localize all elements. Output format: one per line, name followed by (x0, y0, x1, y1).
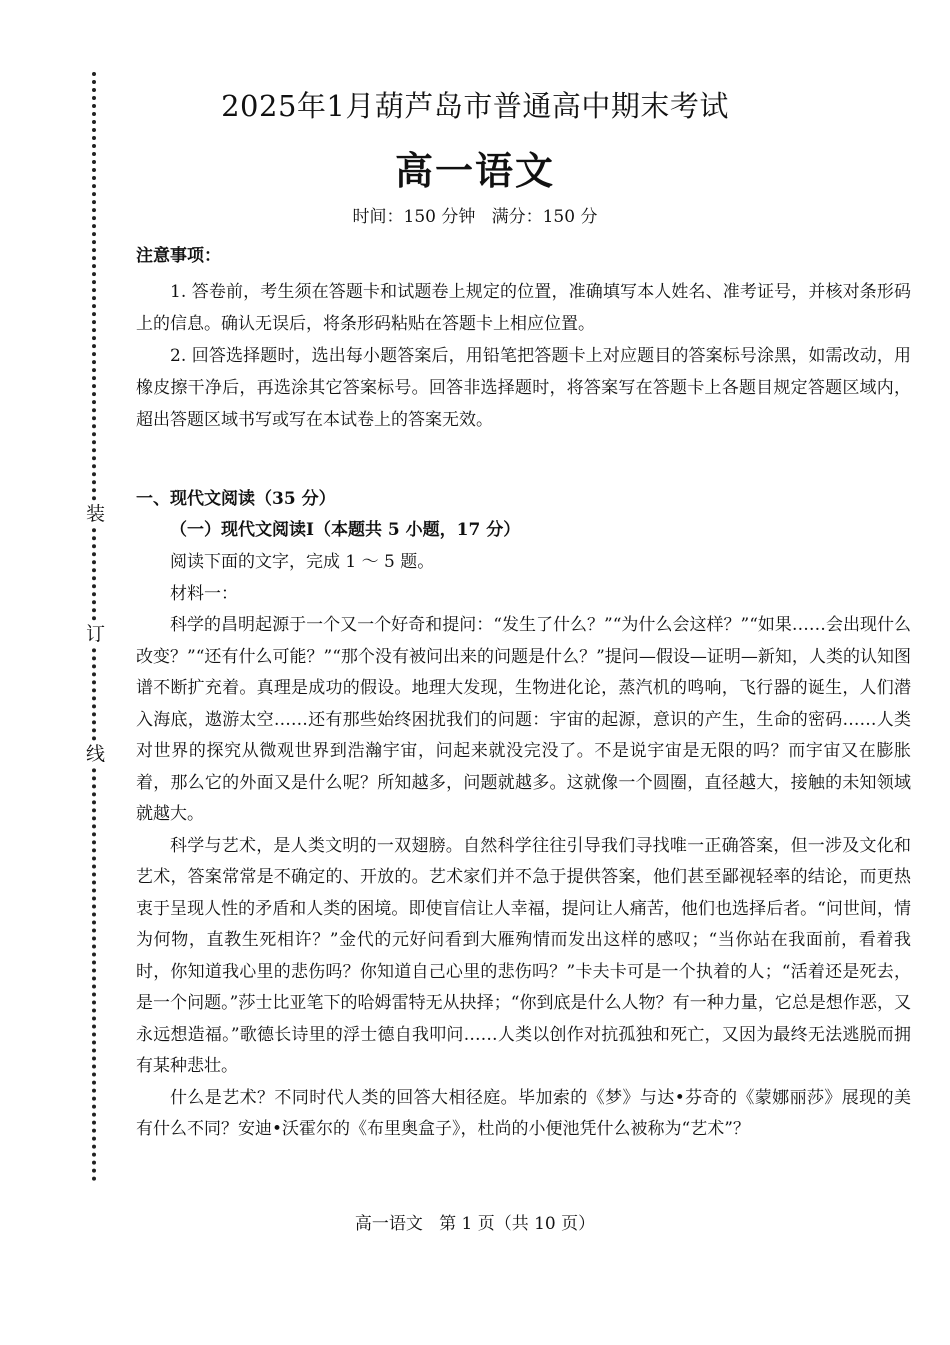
binding-char-ding: 订 (86, 623, 106, 645)
binding-char-zhuang: 装 (86, 503, 106, 525)
subject-title: 高一语文 (394, 148, 555, 193)
page-footer: 高一语文 第 1 页（共 10 页） (354, 1214, 596, 1234)
passage-paragraph-2: 科学与艺术，是人类文明的一双翅膀。自然科学往往引导我们寻找唯一正确答案，但一涉及文化和艺术，答案常常是不确定的、开放的。艺术家们并不急于提供答案，他们甚至鄙视轻率的结论，而更热衷于呈现人性的矛盾和人类的困境。即使盲信让人幸福，提问让人痛苦，他们也选择后者。“问世间，情为何物，直教生死相许？”金代的元好问看到大雁殉情而发出这样的感叹；“当你站在我面前，看着我时，你知道我心里的悲伤吗？你知道自己心里的悲伤吗？”卡夫卡可是一个执着的人；“活着还是死去，是一个问题。”莎士比亚笔下的哈姆雷特无从抉择；“你到底是什么人物？有一种力量，它总是想作恶，又永远想造福。”歌德长诗里的浮士德自我叩问……人类以创作对抗孤独和死亡，又因为最终无法逃脱而拥有某种悲壮。 (136, 835, 911, 1076)
exam-content (136, 242, 911, 1146)
notice-item-2: 2. 回答选择题时，选出每小题答案后，用铅笔把答题卡上对应题目的答案标号涂黑，如需改动，用橡皮擦干净后，再选涂其它答案标号。回答非选择题时，将答案写在答题卡上各题目规定答题区域内，超出答题区域书写或写在本试卷上的答案无效。 (136, 346, 911, 430)
passage-paragraph-3: 什么是艺术？不同时代人类的回答大相径庭。毕加索的《梦》与达•芬奇的《蒙娜丽莎》展现的美有什么不同？安迪•沃霍尔的《布里奥盒子》，杜尚的小便池凭什么被称为“艺术”？ (136, 1087, 911, 1139)
notice-item-1: 1. 答卷前，考生须在答题卡和试题卷上规定的位置，准确填写本人姓名、准考证号，并核对条形码上的信息。确认无误后，将条形码粘贴在答题卡上相应位置。 (136, 282, 911, 334)
binding-char-xian: 线 (86, 743, 106, 765)
time-info: 时间：150 分钟 满分：150 分 (352, 207, 598, 227)
subsection-heading: （一）现代文阅读Ⅰ（本题共 5 小题，17 分） (170, 520, 521, 540)
passage-paragraph-1: 科学的昌明起源于一个又一个好奇和提问：“发生了什么？”“为什么会这样？”“如果……会出现什么改变？”“还有什么可能？”“那个没有被问出来的问题是什么？”提问—假设—证明—新知，人类的认知图谱不断扩充着。真理是成功的假设。地理大发现，生物进化论，蒸汽机的鸣响，飞行器的诞生，人们潜入海底，遨游太空……还有那些始终困扰我们的问题：宇宙的起源，意识的产生，生命的密码……人类对世界的探究从微观世界到浩瀚宇宙，问起来就没完没了。不是说宇宙是无限的吗？而宇宙又在膨胀着，那么它的外面又是什么呢？所知越多，问题就越多。这就像一个圆圈，直径越大，接触的未知领域就越大。 (136, 615, 911, 824)
notice-heading: 注意事项： (136, 246, 221, 266)
section-heading: 一、现代文阅读（35 分） (136, 489, 336, 509)
material-label: 材料一： (170, 584, 238, 604)
exam-title: 2025年1月葫芦岛市普通高中期末考试 (221, 89, 729, 123)
reading-passage (136, 610, 911, 1146)
reading-instruction: 阅读下面的文字，完成 1 ～ 5 题。 (170, 552, 435, 572)
